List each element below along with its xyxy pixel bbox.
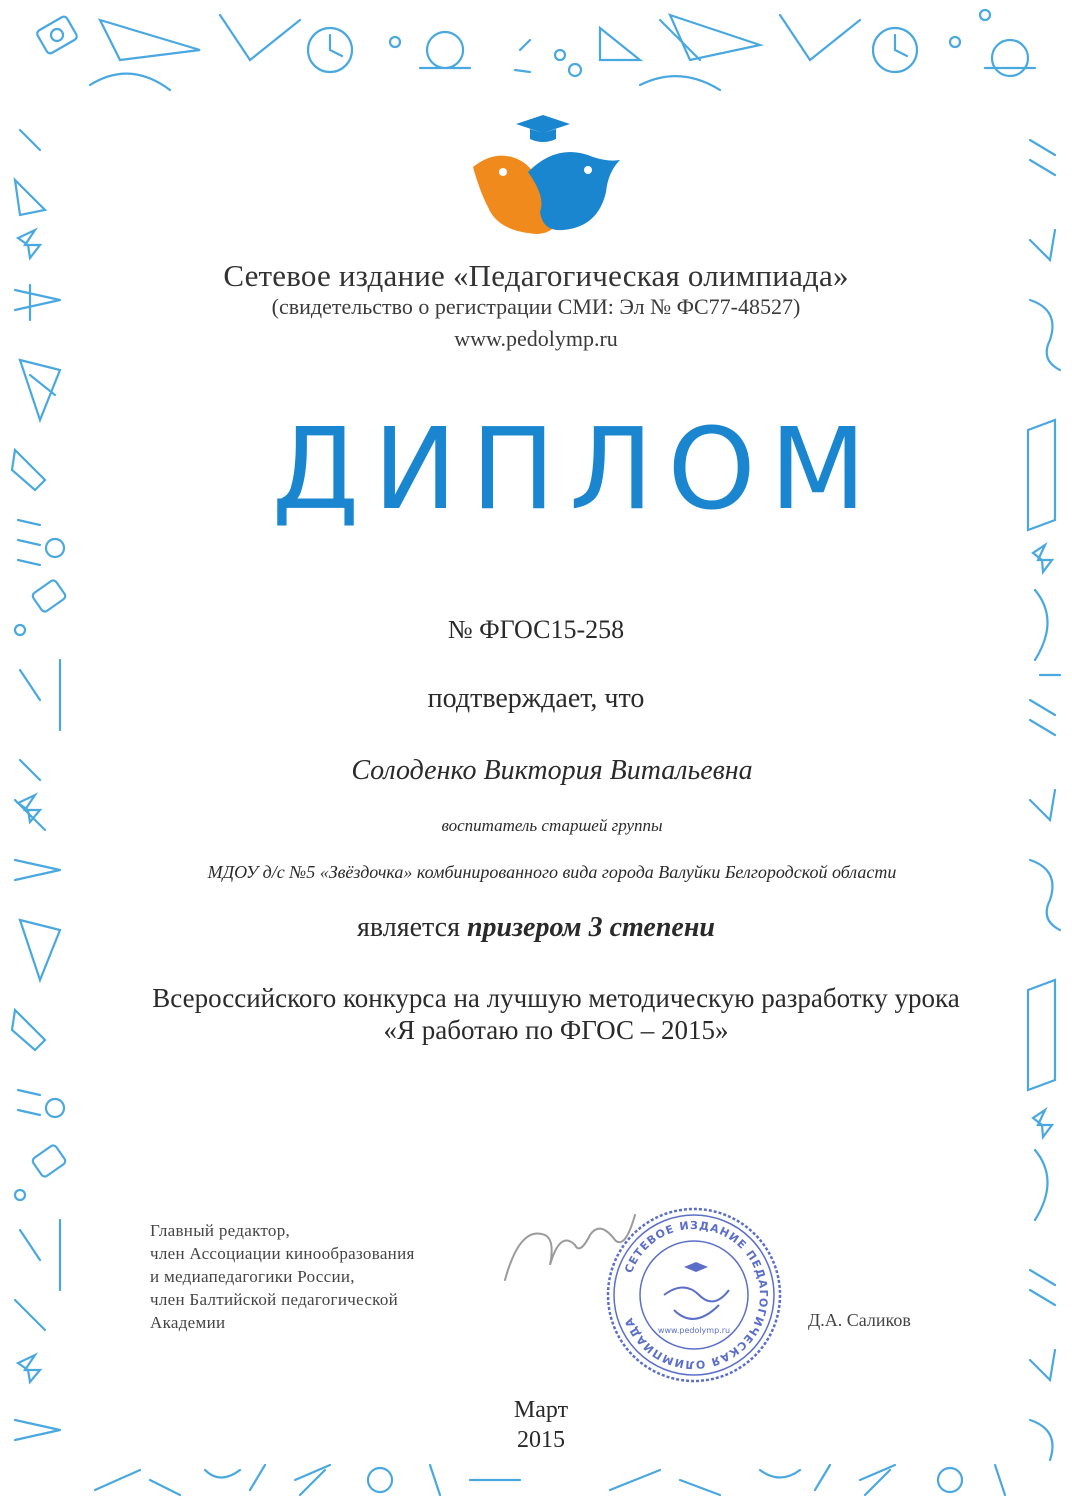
editor-line: член Балтийской педагогической bbox=[150, 1290, 399, 1309]
recipient-organization: МДОУ д/с №5 «Звёздочка» комбинированного вида города Валуйки Белгородской области bbox=[207, 862, 897, 882]
editor-line: и медиапедагогики России, bbox=[150, 1267, 355, 1286]
editor-line: Главный редактор, bbox=[150, 1221, 291, 1240]
editor-credentials bbox=[150, 1219, 415, 1334]
editor-line: Академии bbox=[150, 1313, 226, 1332]
stamp-ring-text: СЕТЕВОЕ ИЗДАНИЕ ПЕДАГОГИЧЕСКАЯ ОЛИМПИАДА bbox=[622, 1218, 771, 1372]
top-border-icons bbox=[36, 10, 1035, 90]
signatory-name: Д.А. Саликов bbox=[808, 1310, 911, 1330]
recipient-name: Солоденко Виктория Витальевна bbox=[351, 755, 753, 786]
stamp-cap-icon bbox=[684, 1262, 708, 1272]
issue-month: Март bbox=[513, 1397, 569, 1423]
award-rank: призером 3 степени bbox=[466, 912, 715, 943]
editor-line: член Ассоциации кинообразования bbox=[150, 1244, 415, 1263]
diploma-heading: ДИПЛОМ bbox=[271, 405, 881, 535]
award-prefix: является bbox=[357, 912, 460, 943]
graduation-cap-icon bbox=[516, 115, 570, 142]
contest-name-line2: «Я работаю по ФГОС – 2015» bbox=[383, 1015, 729, 1045]
publication-title: Сетевое издание «Педагогическая олимпиада» bbox=[223, 258, 849, 293]
publication-url: www.pedolymp.ru bbox=[454, 326, 618, 351]
publication-logo bbox=[468, 112, 628, 237]
blue-bird-shape bbox=[528, 152, 620, 230]
bottom-border-icons bbox=[95, 1465, 1005, 1495]
registration-info: (свидетельство о регистрации СМИ: Эл № ФС77-48527) bbox=[271, 294, 801, 319]
stamp-inner-text: www.pedolymp.ru bbox=[657, 1326, 731, 1335]
official-stamp bbox=[604, 1205, 784, 1385]
recipient-position: воспитатель старшей группы bbox=[441, 816, 663, 835]
issue-year: 2015 bbox=[517, 1427, 565, 1453]
contest-name-line1: Всероссийского конкурса на лучшую методическую разработку урока bbox=[152, 983, 960, 1013]
award-line bbox=[0, 912, 1072, 944]
diploma-number: № ФГОС15-258 bbox=[447, 615, 625, 644]
confirms-text: подтверждает, что bbox=[427, 683, 645, 714]
